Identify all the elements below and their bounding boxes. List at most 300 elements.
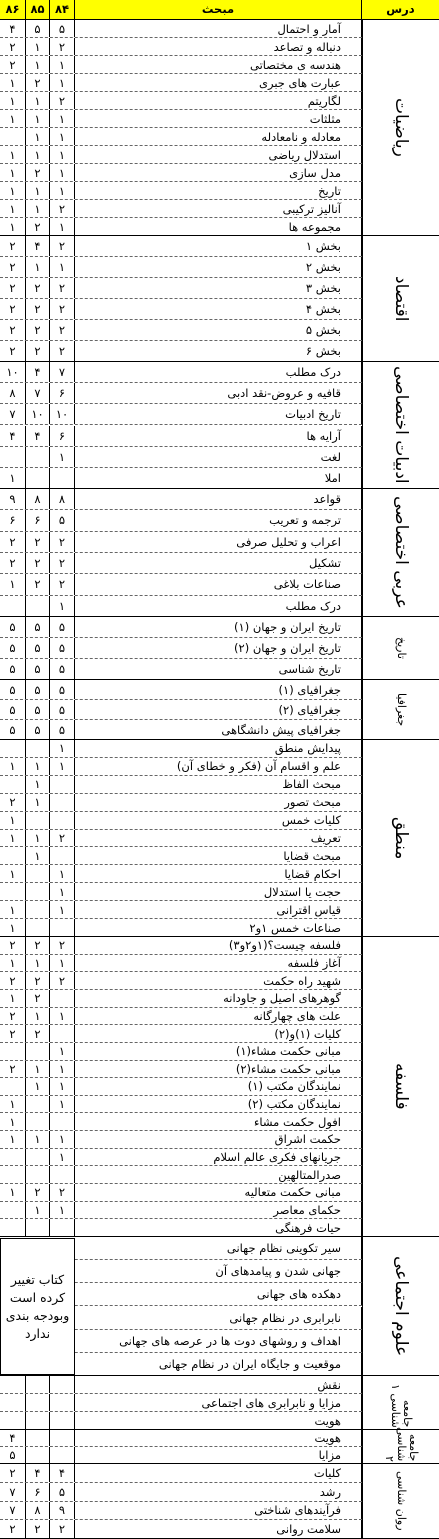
subject-name: فلسفه — [391, 1063, 411, 1110]
table-row — [0, 680, 362, 700]
count-y85-cell — [26, 1096, 50, 1113]
table-row — [0, 1043, 362, 1061]
topic-cell: استدلال ریاضی — [75, 146, 362, 163]
topic-cell: مبانی حکمت مشاء(۲) — [75, 1061, 362, 1078]
subject-group-label — [362, 489, 439, 617]
topic-cell: بخش ۳ — [75, 278, 362, 298]
count-y86-cell: ۲ — [0, 553, 26, 573]
count-y84-cell — [50, 1394, 75, 1411]
table-row — [0, 1149, 362, 1167]
table-row — [0, 1131, 362, 1149]
count-y84-cell — [50, 990, 75, 1007]
count-y85-cell: ۸ — [26, 1502, 50, 1520]
count-y84-cell: ۱ — [50, 1078, 75, 1095]
topic-cell: تشکیل — [75, 553, 362, 573]
topic-cell: بخش ۲ — [75, 257, 362, 277]
count-y85-cell: ۶ — [26, 510, 50, 530]
count-y85-cell: ۷ — [26, 383, 50, 403]
table-row — [0, 955, 362, 973]
count-y86-cell: ۲ — [0, 532, 26, 552]
count-y86-cell: ۱ — [0, 574, 26, 594]
table-row — [0, 20, 362, 38]
topic-cell: احکام قضایا — [75, 865, 362, 882]
topic-cell: نمایندگان مکتب (۱) — [75, 1078, 362, 1095]
table-row — [0, 720, 362, 740]
count-y84-cell: ۲ — [50, 278, 75, 298]
table-header — [0, 0, 439, 20]
table-row — [0, 1202, 362, 1220]
topic-cell: درک مطلب — [75, 362, 362, 382]
count-y86-cell — [0, 596, 26, 616]
count-y86-cell — [0, 1394, 26, 1411]
count-y86-cell: ۹ — [0, 489, 26, 509]
count-y84-cell: ۲ — [50, 341, 75, 361]
count-y85-cell: ۱ — [26, 758, 50, 775]
subject-name: جامعه شناسی ۲ — [383, 1427, 420, 1462]
topic-cell: مدل سازی — [75, 164, 362, 181]
topic-cell: قواعد — [75, 489, 362, 509]
table-row — [0, 553, 362, 574]
header-year-85: ۸۵ — [26, 0, 50, 19]
table-row — [0, 812, 362, 830]
table-row — [0, 1520, 362, 1539]
count-y86-cell: ۱ — [0, 92, 26, 109]
count-y86-cell: ۵ — [0, 659, 26, 679]
subject-name: علوم اجتماعی — [391, 1255, 411, 1357]
count-y85-cell: ۶ — [26, 1483, 50, 1501]
subject-group-label — [362, 740, 439, 937]
count-y84-cell: ۱ — [50, 758, 75, 775]
subject-name: اقتصاد — [391, 275, 411, 322]
header-subject: درس — [386, 2, 415, 16]
count-y85-cell: ۸ — [26, 489, 50, 509]
topic-cell: کلیات (۱)و(۲) — [75, 1025, 362, 1042]
count-y84-cell: ۱ — [50, 182, 75, 199]
count-y84-cell — [50, 847, 75, 864]
count-y84-cell: ۱ — [50, 1202, 75, 1219]
count-y85-cell: ۱ — [26, 776, 50, 793]
table-row — [0, 1464, 362, 1483]
budget-note: کتاب تغییر کرده است وبودجه بندی ندارد — [0, 1238, 75, 1375]
table-row — [0, 1096, 362, 1114]
table-row — [0, 92, 362, 110]
table-row — [0, 1447, 362, 1464]
subject-name: ریاضیات — [391, 98, 411, 157]
topic-cell: نابرابری در نظام جهانی — [75, 1307, 362, 1329]
count-y84-cell: ۱ — [50, 1096, 75, 1113]
table-row — [0, 847, 362, 865]
count-y85-cell: ۴ — [26, 426, 50, 446]
table-row — [0, 638, 362, 659]
count-y86-cell: ۲ — [0, 341, 26, 361]
topic-cell: سیر تکوینی نظام جهانی — [75, 1237, 362, 1259]
subject-group-label — [362, 1464, 439, 1539]
count-y84-cell: ۱ — [50, 901, 75, 918]
table-row — [0, 1113, 362, 1131]
header-year-86: ۸۶ — [0, 0, 26, 19]
count-y84-cell: ۲ — [50, 236, 75, 256]
count-y86-cell: ۷ — [0, 404, 26, 424]
count-y85-cell: ۵ — [26, 20, 50, 37]
table-row — [0, 383, 362, 404]
count-y85-cell: ۲ — [26, 574, 50, 594]
topic-cell: صدرالمتالهین — [75, 1166, 362, 1183]
table-row — [0, 1061, 362, 1079]
subject-group-label — [362, 937, 439, 1237]
count-y84-cell: ۱ — [50, 955, 75, 972]
topic-cell: قافیه و عروض-نقد ادبی — [75, 383, 362, 403]
count-y86-cell — [0, 883, 26, 900]
count-y86-cell: ۱ — [0, 146, 26, 163]
subject-name: عربی اختصاصی — [391, 496, 411, 609]
count-y86-cell: ۲ — [0, 1061, 26, 1078]
table-row — [0, 776, 362, 794]
count-y84-cell: ۴ — [50, 1464, 75, 1482]
table-row — [0, 164, 362, 182]
count-y86-cell — [0, 1078, 26, 1095]
topic-cell: مبحث قضایا — [75, 847, 362, 864]
count-y85-cell — [26, 1043, 50, 1060]
count-y85-cell: ۱ — [26, 257, 50, 277]
table-row — [0, 362, 362, 383]
count-y85-cell: ۲ — [26, 532, 50, 552]
subject-name: منطق — [391, 816, 411, 860]
count-y86-cell: ۶ — [0, 510, 26, 530]
table-row — [0, 404, 362, 425]
topic-cell: سلامت روانی — [75, 1520, 362, 1538]
count-y86-cell — [0, 1166, 26, 1183]
topic-cell: صناعات بلاغی — [75, 574, 362, 594]
count-y86-cell: ۸ — [0, 383, 26, 403]
count-y84-cell: ۵ — [50, 680, 75, 699]
count-y86-cell: ۱ — [0, 182, 26, 199]
count-y85-cell — [26, 1447, 50, 1463]
count-y85-cell — [26, 1394, 50, 1411]
count-y86-cell: ۴ — [0, 20, 26, 37]
count-y84-cell: ۱ — [50, 56, 75, 73]
table-row — [0, 1412, 362, 1430]
table-row — [0, 919, 362, 937]
count-y84-cell: ۲ — [50, 574, 75, 594]
count-y84-cell — [50, 1447, 75, 1463]
count-y84-cell: ۱ — [50, 1131, 75, 1148]
count-y84-cell: ۱ — [50, 1008, 75, 1025]
table-row — [0, 937, 362, 955]
table-row — [0, 510, 362, 531]
count-y85-cell: ۱ — [26, 128, 50, 145]
topic-cell: تاریخ شناسی — [75, 659, 362, 679]
count-y86-cell: ۷ — [0, 1502, 26, 1520]
count-y85-cell: ۴ — [26, 1464, 50, 1482]
count-y85-cell: ۱ — [26, 146, 50, 163]
table-row — [0, 972, 362, 990]
topic-cell: افول حکمت مشاء — [75, 1113, 362, 1130]
count-y84-cell: ۲ — [50, 1184, 75, 1201]
count-y86-cell: ۲ — [0, 236, 26, 256]
count-y85-cell: ۲ — [26, 299, 50, 319]
table-row — [0, 740, 362, 758]
count-y84-cell: ۵ — [50, 617, 75, 637]
count-y85-cell: ۲ — [26, 990, 50, 1007]
subject-group-label — [362, 236, 439, 362]
table-row — [0, 596, 362, 617]
table-row — [0, 56, 362, 74]
count-y86-cell: ۱ — [0, 218, 26, 235]
table-row — [0, 1430, 362, 1447]
count-y85-cell: ۲ — [26, 278, 50, 298]
count-y86-cell: ۱ — [0, 1184, 26, 1201]
table-row — [0, 574, 362, 595]
topic-cell: هویت — [75, 1430, 362, 1446]
topic-cell: عبارت های جبری — [75, 74, 362, 91]
count-y86-cell: ۱ — [0, 200, 26, 217]
count-y84-cell: ۲ — [50, 320, 75, 340]
count-y86-cell: ۱ — [0, 812, 26, 829]
topic-cell: صناعات خمس ۱و۲ — [75, 919, 362, 936]
count-y84-cell: ۱ — [50, 740, 75, 757]
table-row — [0, 1025, 362, 1043]
count-y84-cell: ۶ — [50, 383, 75, 403]
topic-cell: لگاریتم — [75, 92, 362, 109]
count-y85-cell — [26, 883, 50, 900]
count-y84-cell — [50, 812, 75, 829]
topic-cell: پیدایش منطق — [75, 740, 362, 757]
topic-cell: علت های چهارگانه — [75, 1008, 362, 1025]
count-y86-cell: ۲ — [0, 299, 26, 319]
topic-cell: دنباله و تصاعد — [75, 38, 362, 55]
topic-cell: درک مطلب — [75, 596, 362, 616]
count-y84-cell: ۱ — [50, 257, 75, 277]
count-y85-cell: ۲ — [26, 1184, 50, 1201]
table-row — [0, 1219, 362, 1237]
count-y85-cell: ۱ — [26, 110, 50, 127]
topic-cell: موقعیت و جایگاه ایران در نظام جهانی — [75, 1353, 362, 1375]
count-y86-cell: ۲ — [0, 1025, 26, 1042]
count-y86-cell: ۱۰ — [0, 362, 26, 382]
count-y86-cell: ۲ — [0, 38, 26, 55]
topic-cell: آنالیز ترکیبی — [75, 200, 362, 217]
count-y85-cell: ۱ — [26, 955, 50, 972]
count-y85-cell — [26, 740, 50, 757]
topic-cell: اهداف و روشهای دوت ها در عرصه های جهانی — [75, 1330, 362, 1352]
count-y85-cell: ۲ — [26, 1025, 50, 1042]
count-y84-cell: ۵ — [50, 720, 75, 739]
table-row — [0, 74, 362, 92]
count-y86-cell: ۱ — [0, 865, 26, 882]
table-row — [0, 1184, 362, 1202]
topic-cell: جریانهای فکری عالم اسلام — [75, 1149, 362, 1166]
count-y84-cell: ۱ — [50, 1061, 75, 1078]
subject-group-label — [362, 1376, 439, 1430]
count-y85-cell — [26, 1430, 50, 1446]
table-row — [0, 617, 362, 638]
count-y86-cell — [0, 1412, 26, 1429]
topic-cell: تعریف — [75, 830, 362, 847]
table-row — [0, 278, 362, 299]
count-y85-cell — [26, 1376, 50, 1393]
topic-cell: گوهرهای اصیل و جاودانه — [75, 990, 362, 1007]
count-y84-cell: ۱ — [50, 110, 75, 127]
subject-group-label — [362, 680, 439, 740]
topic-cell: نقش — [75, 1376, 362, 1393]
topic-cell: جغرافیای (۲) — [75, 700, 362, 719]
count-y86-cell — [0, 1043, 26, 1060]
count-y85-cell — [26, 901, 50, 918]
topic-cell: جغرافیای پیش دانشگاهی — [75, 720, 362, 739]
count-y86-cell: ۱ — [0, 1113, 26, 1130]
count-y85-cell — [26, 865, 50, 882]
count-y85-cell: ۵ — [26, 680, 50, 699]
count-y84-cell — [50, 1166, 75, 1183]
count-y85-cell: ۵ — [26, 638, 50, 658]
count-y84-cell: ۸ — [50, 489, 75, 509]
table-row — [0, 659, 362, 680]
count-y85-cell — [26, 447, 50, 467]
count-y86-cell: ۱ — [0, 990, 26, 1007]
count-y84-cell: ۱ — [50, 865, 75, 882]
topic-cell: بخش ۶ — [75, 341, 362, 361]
count-y86-cell: ۴ — [0, 1430, 26, 1446]
subject-name: جغرافیا — [395, 692, 408, 727]
count-y84-cell — [50, 1025, 75, 1042]
count-y86-cell: ۷ — [0, 1483, 26, 1501]
topic-cell: کلیات — [75, 1464, 362, 1482]
count-y86-cell: ۱ — [0, 830, 26, 847]
count-y84-cell — [50, 1376, 75, 1393]
topic-cell: آغاز فلسفه — [75, 955, 362, 972]
count-y86-cell: ۱ — [0, 110, 26, 127]
count-y85-cell: ۲ — [26, 341, 50, 361]
count-y86-cell — [0, 1202, 26, 1219]
count-y84-cell: ۷ — [50, 362, 75, 382]
count-y86-cell: ۵ — [0, 700, 26, 719]
count-y86-cell: ۲ — [0, 972, 26, 989]
count-y85-cell — [26, 468, 50, 488]
count-y84-cell: ۵ — [50, 659, 75, 679]
count-y85-cell: ۱ — [26, 1131, 50, 1148]
table-row — [0, 1394, 362, 1412]
table-row — [0, 830, 362, 848]
subject-group-label — [362, 1237, 439, 1376]
table-row — [0, 532, 362, 553]
count-y85-cell: ۱۰ — [26, 404, 50, 424]
topic-cell: تاریخ — [75, 182, 362, 199]
count-y84-cell: ۱ — [50, 1149, 75, 1166]
subject-group-label — [362, 617, 439, 680]
subject-name: جامعه شناسی ۱ — [389, 1383, 414, 1428]
count-y84-cell: ۱۰ — [50, 404, 75, 424]
count-y84-cell: ۱ — [50, 164, 75, 181]
count-y85-cell — [26, 1166, 50, 1183]
count-y84-cell: ۲ — [50, 937, 75, 954]
count-y85-cell: ۲ — [26, 74, 50, 91]
count-y85-cell: ۱ — [26, 794, 50, 811]
count-y86-cell: ۲ — [0, 278, 26, 298]
count-y86-cell — [0, 847, 26, 864]
topic-cell: حیات فرهنگی — [75, 1219, 362, 1236]
topic-cell: فرآیندهای شناختی — [75, 1502, 362, 1520]
count-y86-cell: ۵ — [0, 720, 26, 739]
count-y84-cell: ۱ — [50, 128, 75, 145]
count-y85-cell: ۱ — [26, 847, 50, 864]
topic-cell: لغت — [75, 447, 362, 467]
count-y84-cell — [50, 1430, 75, 1446]
count-y84-cell: ۹ — [50, 1502, 75, 1520]
count-y84-cell: ۱ — [50, 146, 75, 163]
count-y84-cell: ۲ — [50, 92, 75, 109]
count-y85-cell — [26, 1113, 50, 1130]
count-y85-cell: ۴ — [26, 362, 50, 382]
count-y85-cell — [26, 1219, 50, 1236]
count-y85-cell: ۱ — [26, 182, 50, 199]
count-y85-cell: ۱ — [26, 56, 50, 73]
count-y85-cell: ۲ — [26, 972, 50, 989]
table-row — [0, 447, 362, 468]
subject-name: تاریخ — [395, 637, 408, 659]
count-y86-cell: ۵ — [0, 617, 26, 637]
table-row — [0, 489, 362, 510]
topic-cell: معادله و نامعادله — [75, 128, 362, 145]
count-y86-cell — [0, 1149, 26, 1166]
count-y85-cell — [26, 596, 50, 616]
table-row — [0, 110, 362, 128]
count-y84-cell: ۲ — [50, 1520, 75, 1538]
table-row — [0, 1078, 362, 1096]
count-y84-cell: ۲ — [50, 38, 75, 55]
topic-cell: مبانی حکمت متعالیه — [75, 1184, 362, 1201]
count-y84-cell: ۲ — [50, 553, 75, 573]
count-y84-cell: ۱ — [50, 74, 75, 91]
table-row — [0, 341, 362, 362]
count-y85-cell: ۴ — [26, 236, 50, 256]
topic-cell: مثلثات — [75, 110, 362, 127]
table-row — [0, 794, 362, 812]
subject-name: ادبیات اختصاصی — [391, 366, 411, 484]
count-y86-cell: ۱ — [0, 74, 26, 91]
count-y84-cell: ۵ — [50, 638, 75, 658]
count-y86-cell: ۱ — [0, 758, 26, 775]
count-y85-cell: ۲ — [26, 1520, 50, 1538]
topic-cell: حکمت اشراق — [75, 1131, 362, 1148]
table-row — [0, 1376, 362, 1394]
count-y84-cell: ۱ — [50, 596, 75, 616]
count-y85-cell: ۱ — [26, 1078, 50, 1095]
count-y86-cell: ۲ — [0, 1008, 26, 1025]
header-topic: مبحث — [75, 0, 362, 19]
count-y84-cell — [50, 776, 75, 793]
count-y85-cell: ۲ — [26, 164, 50, 181]
topic-cell: تاریخ ایران و جهان (۱) — [75, 617, 362, 637]
count-y85-cell — [26, 812, 50, 829]
topic-cell: مبحث الفاظ — [75, 776, 362, 793]
count-y84-cell — [50, 1219, 75, 1236]
topic-cell: علم و اقسام آن (فکر و خطای آن) — [75, 758, 362, 775]
topic-cell: بخش ۴ — [75, 299, 362, 319]
topic-cell: مزایا — [75, 1447, 362, 1463]
table-row — [0, 883, 362, 901]
topic-cell: جهانی شدن و پیامدهای آن — [75, 1260, 362, 1282]
table-row — [0, 426, 362, 447]
topic-cell: فلسفه چیست؟(۱و۲و۳) — [75, 937, 362, 954]
count-y86-cell: ۱ — [0, 164, 26, 181]
topic-cell: مبحث تصور — [75, 794, 362, 811]
table-row — [0, 257, 362, 278]
count-y84-cell: ۲ — [50, 200, 75, 217]
count-y86-cell — [0, 1219, 26, 1236]
table-row — [0, 1483, 362, 1502]
table-row — [0, 1166, 362, 1184]
count-y86-cell: ۵ — [0, 680, 26, 699]
